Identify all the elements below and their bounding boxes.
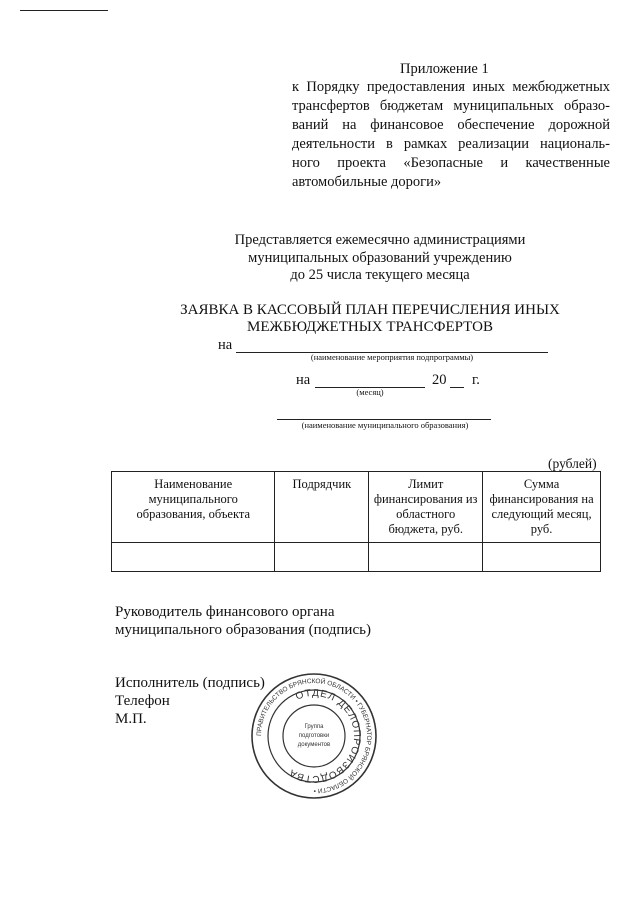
table-row [112,543,601,572]
executor-block [115,674,265,728]
appendix-title: Приложение 1 [400,61,489,77]
table-cell[interactable] [112,543,275,572]
table-cell[interactable] [369,543,483,572]
event-field[interactable] [236,338,548,353]
year-prefix: 20 [432,372,447,388]
note-line: муниципальных образований учреждению [248,249,512,266]
month-hint: (месяц) [356,387,384,397]
head-signature-block [115,603,371,639]
year-suffix: г. [472,372,480,388]
stamp-inner-text [298,724,330,748]
note-line: Представляется ежемесячно администрациями [234,232,526,248]
stamp-inner-line-3: документов [297,742,331,748]
units-label: (рублей) [548,456,597,471]
appendix-body [292,78,610,192]
stamp-mid-text: ОТДЕЛ ДЕЛОПРОИЗВОДСТВА [286,687,363,785]
municipality-field[interactable] [277,407,491,420]
title-line-1: ЗАЯВКА В КАССОВЫЙ ПЛАН ПЕРЕЧИСЛЕНИЯ ИНЫХ [180,302,560,318]
header-municipality: Наименование муниципального образования, объекта [112,472,275,543]
month-field[interactable] [315,373,425,388]
month-prefix: на [296,372,311,388]
stamp-inner-line-1: Группа [304,724,324,730]
title-line-2: МЕЖБЮДЖЕТНЫХ ТРАНСФЕРТОВ [247,319,493,335]
table-cell[interactable] [275,543,369,572]
executor-label: Исполнитель (подпись) [115,675,265,691]
head-signature-line-2: муниципального образования (подпись) [115,622,371,638]
document-title [160,302,580,336]
municipality-hint: (наименование муниципального образования) [301,420,469,430]
table-cell[interactable] [483,543,601,572]
header-limit: Лимит финансирования из областного бюджета, руб. [369,472,483,543]
appendix-line: деятельности в рамках реализации националь- [292,136,610,152]
appendix-line: трансфертов бюджетам муниципальных образо- [292,98,610,114]
year-field[interactable] [450,373,464,388]
stamp-outer-text: ПРАВИТЕЛЬСТВО БРЯНСКОЙ ОБЛАСТИ • ГУБЕРНАТОР БРЯНСКОЙ ОБЛАСТИ • [255,677,373,795]
appendix-line: ваний на финансовое обеспечение дорожной [292,117,610,133]
stamp-inner-line-2: подготовки [298,733,330,739]
event-hint: (наименование мероприятия подпрограммы) [310,352,474,362]
header-contractor: Подрядчик [275,472,369,543]
office-stamp [250,672,378,800]
table-header-row [112,472,601,543]
appendix-line: к Порядку предоставления иных межбюджетных [292,79,610,95]
header-amount: Сумма финансирования на следующий месяц, руб. [483,472,601,543]
head-signature-line-1: Руководитель финансового органа [115,604,335,620]
event-prefix: на [218,337,233,353]
appendix-line: ного проекта «Безопасные и качественные [292,155,610,171]
submission-note [200,232,560,285]
corner-rule [20,10,108,11]
request-table [111,471,601,572]
note-line: до 25 числа текущего месяца [290,267,470,283]
seal-place-label: М.П. [115,711,147,727]
appendix-line: автомобильные дороги» [292,174,442,190]
phone-label: Телефон [115,693,170,709]
